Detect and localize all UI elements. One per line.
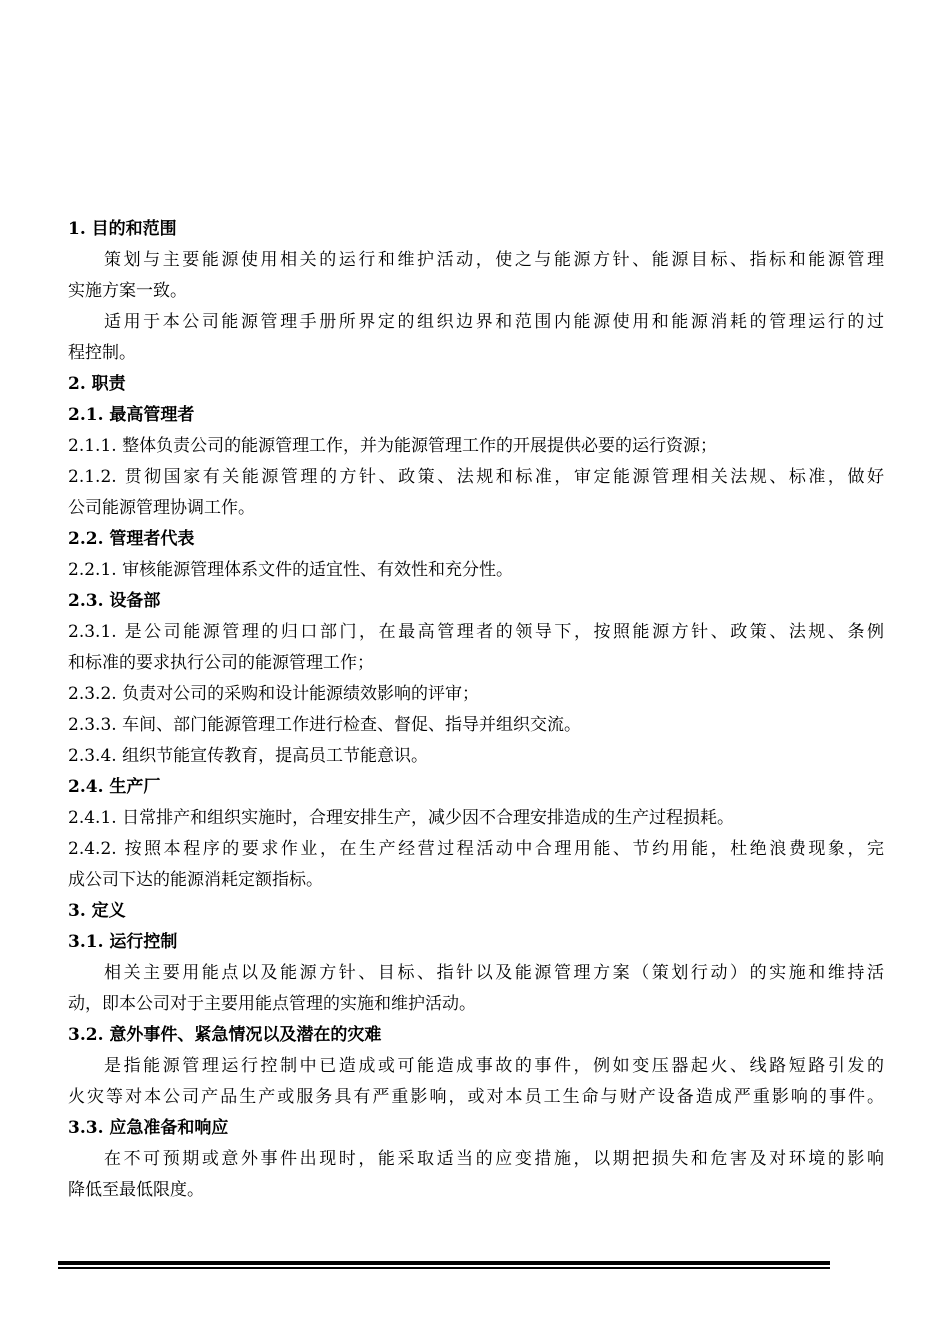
paragraph-line: 动，即本公司对于主要用能点管理的实施和维护活动。 <box>68 994 476 1014</box>
paragraph-line: 和标准的要求执行公司的能源管理工作； <box>68 653 374 673</box>
paragraph-line: 2.3.2. 负责对公司的采购和设计能源绩效影响的评审； <box>68 684 480 704</box>
paragraph-line: 2.3.1. 是公司能源管理的归口部门，在最高管理者的领导下，按照能源方针、政策、法规、条例 <box>68 622 884 642</box>
paragraph-line: 适用于本公司能源管理手册所界定的组织边界和范围内能源使用和能源消耗的管理运行的过 <box>104 312 884 332</box>
paragraph-line: 2.1.2. 贯彻国家有关能源管理的方针、政策、法规和标准，审定能源管理相关法规、标准，做好 <box>68 467 884 487</box>
paragraph-line: 在不可预期或意外事件出现时，能采取适当的应变措施，以期把损失和危害及对环境的影响 <box>104 1149 884 1169</box>
paragraph-line: 策划与主要能源使用相关的运行和维护活动，使之与能源方针、能源目标、指标和能源管理 <box>104 250 884 270</box>
section-heading: 3.1. 运行控制 <box>68 932 178 952</box>
paragraph-line: 2.4.2. 按照本程序的要求作业，在生产经营过程活动中合理用能、节约用能，杜绝浪费现象，完 <box>68 839 884 859</box>
section-heading: 2.1. 最高管理者 <box>68 405 195 425</box>
section-heading: 3.2. 意外事件、紧急情况以及潜在的灾难 <box>68 1025 382 1045</box>
paragraph-line: 2.1.1. 整体负责公司的能源管理工作，并为能源管理工作的开展提供必要的运行资源； <box>68 436 718 456</box>
section-heading: 2.2. 管理者代表 <box>68 529 195 549</box>
footer-rule-thick <box>58 1261 830 1265</box>
section-heading: 1. 目的和范围 <box>68 219 177 239</box>
section-heading: 2.3. 设备部 <box>68 591 161 611</box>
paragraph-line: 程控制。 <box>68 343 136 363</box>
paragraph-line: 2.3.3. 车间、部门能源管理工作进行检查、督促、指导并组织交流。 <box>68 715 582 735</box>
section-heading: 3. 定义 <box>68 901 126 921</box>
paragraph-line: 降低至最低限度。 <box>68 1180 204 1200</box>
footer-rule-thin <box>58 1267 830 1269</box>
section-heading: 2. 职责 <box>68 374 126 394</box>
paragraph-line: 成公司下达的能源消耗定额指标。 <box>68 870 323 890</box>
paragraph-line: 公司能源管理协调工作。 <box>68 498 255 518</box>
document-body <box>68 214 884 1206</box>
paragraph-line: 2.2.1. 审核能源管理体系文件的适宜性、有效性和充分性。 <box>68 560 514 580</box>
paragraph-line: 是指能源管理运行控制中已造成或可能造成事故的事件，例如变压器起火、线路短路引发的 <box>104 1056 884 1076</box>
section-heading: 3.3. 应急准备和响应 <box>68 1118 229 1138</box>
paragraph-line: 火灾等对本公司产品生产或服务具有严重影响，或对本员工生命与财产设备造成严重影响的事件。 <box>68 1087 884 1107</box>
paragraph-line: 2.3.4. 组织节能宣传教育，提高员工节能意识。 <box>68 746 429 766</box>
paragraph-line: 相关主要用能点以及能源方针、目标、指针以及能源管理方案（策划行动）的实施和维持活 <box>104 963 884 983</box>
paragraph-line: 2.4.1. 日常排产和组织实施时，合理安排生产，减少因不合理安排造成的生产过程损耗。 <box>68 808 735 828</box>
section-heading: 2.4. 生产厂 <box>68 777 161 797</box>
paragraph-line: 实施方案一致。 <box>68 281 187 301</box>
